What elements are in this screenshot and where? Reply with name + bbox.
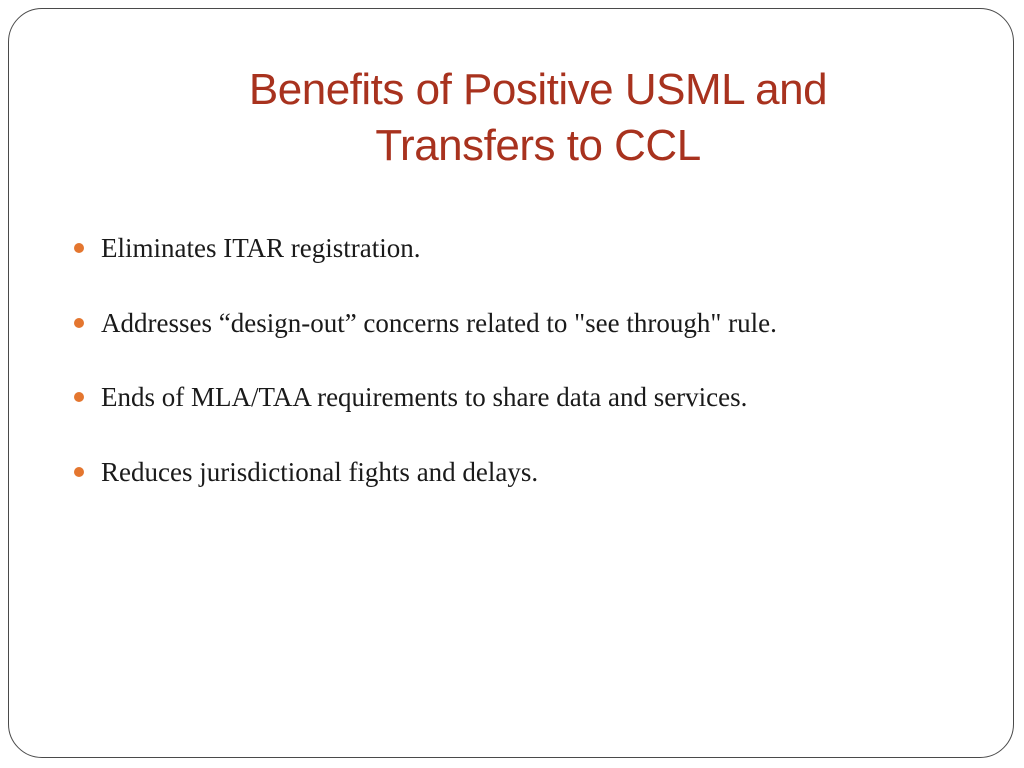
bullet-item [74,228,974,303]
bullet-dot-icon [74,392,84,402]
slide-title-line-1: Benefits of Positive USML and [248,65,828,114]
bullet-text: Eliminates ITAR registration. [101,233,421,263]
bullet-item [74,452,974,527]
bullet-text: Reduces jurisdictional fights and delays. [101,456,539,487]
bullet-item [74,377,974,452]
bullet-text: Addresses “design-out” concerns related to "see through" rule. [101,307,777,338]
bullet-dot-icon [74,243,84,253]
bullet-list [74,228,974,526]
bullet-item [74,303,974,378]
bullet-dot-icon [74,318,84,328]
slide-title-line-2: Transfers to CCL [375,121,701,170]
slide-title [160,62,916,174]
bullet-text: Ends of MLA/TAA requirements to share data and services. [101,382,748,412]
bullet-dot-icon [74,467,84,477]
